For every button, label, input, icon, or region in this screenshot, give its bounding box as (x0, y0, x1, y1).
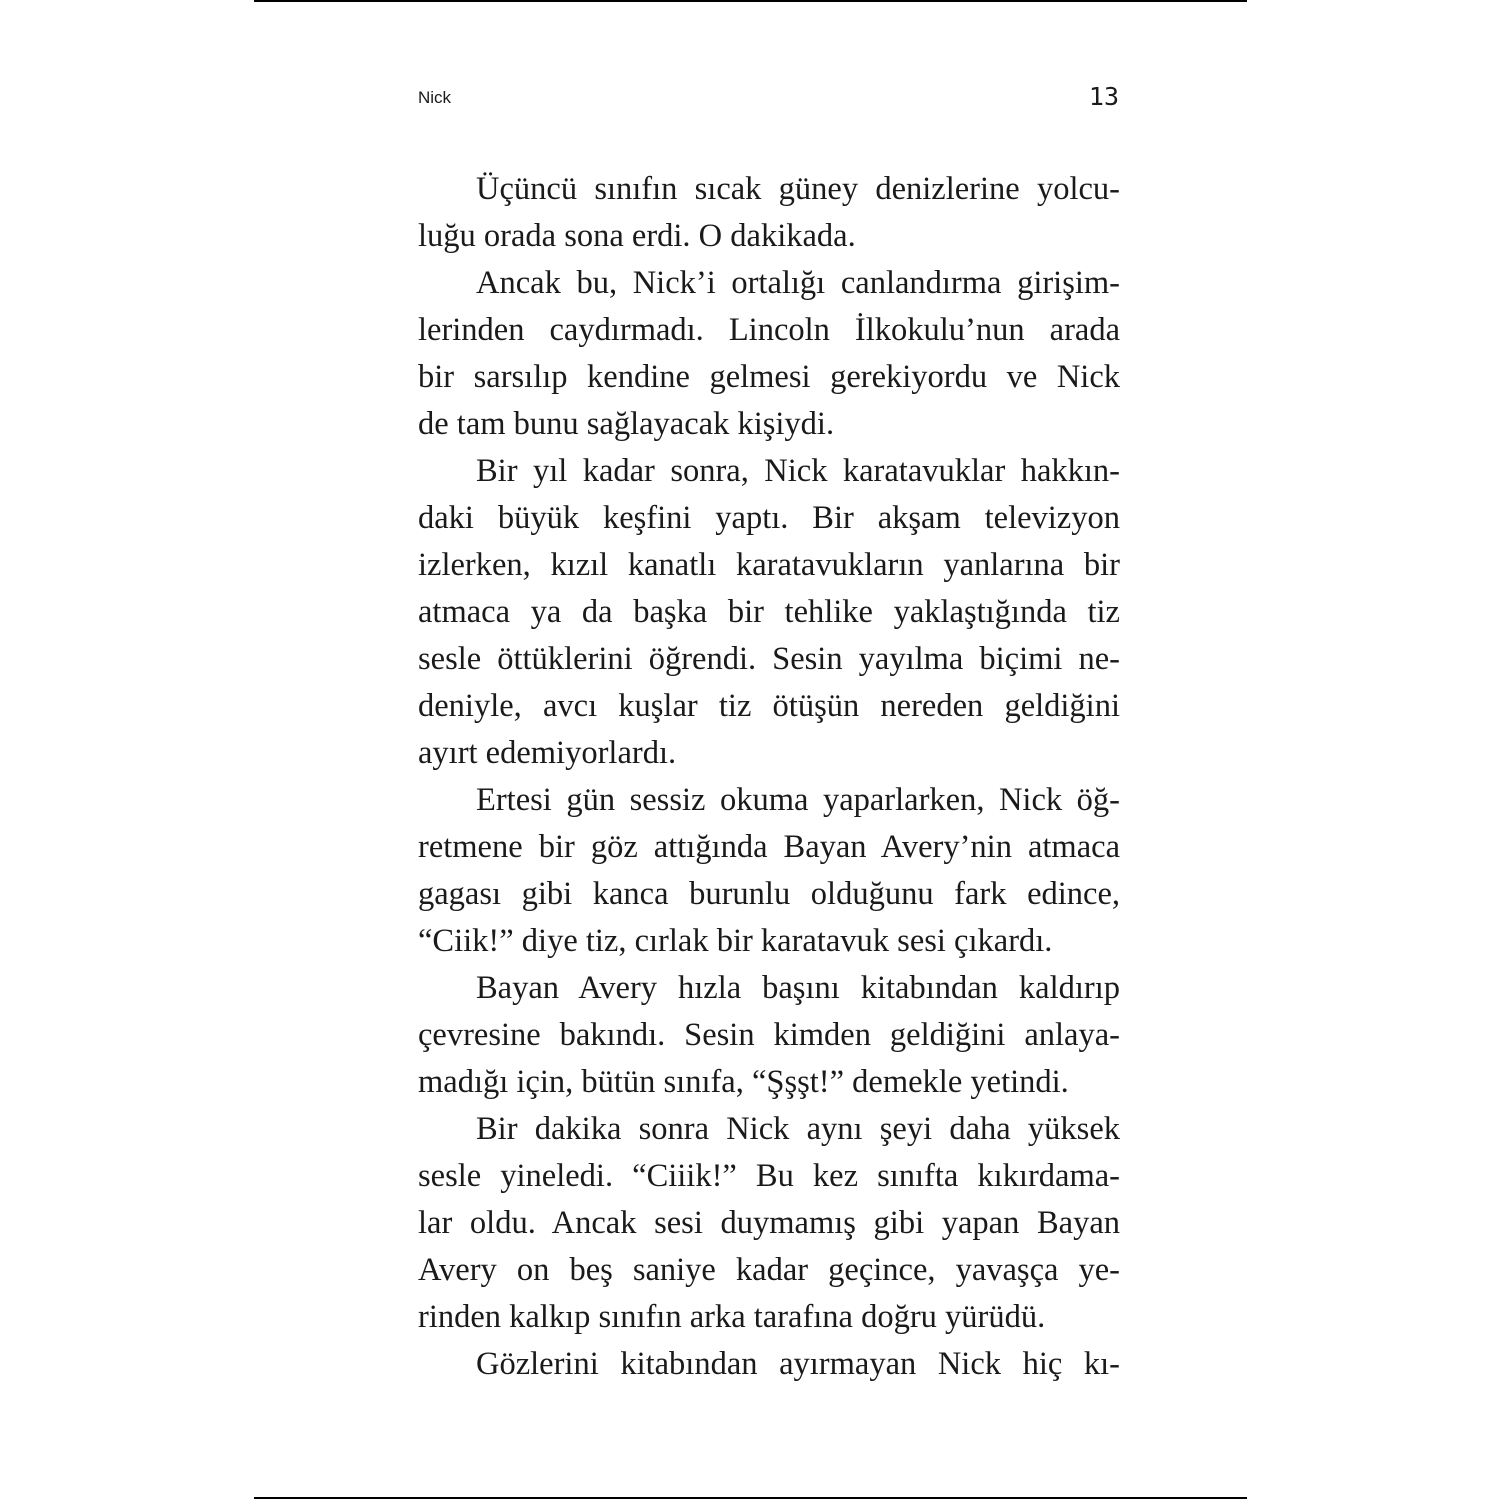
text-line: Üçüncü sınıfın sıcak güney denizlerine yolcu- (476, 171, 1120, 207)
text-line: de tam bunu sağlayacak kişiydi. (418, 406, 835, 442)
text-line: bir sarsılıp kendine gelmesi gerekiyordu ve Nick (418, 359, 1120, 395)
text-line: Gözlerini kitabından ayırmayan Nick hiç kı- (476, 1346, 1120, 1382)
text-line: lerinden caydırmadı. Lincoln İlkokulu’nun arada (418, 312, 1120, 348)
top-rule (254, 0, 1247, 2)
body-text (418, 166, 1120, 1388)
text-line: daki büyük keşfini yaptı. Bir akşam televizyon (418, 500, 1120, 536)
text-line: “Ciik!” diye tiz, cırlak bir karatavuk sesi çıkardı. (418, 923, 1053, 959)
running-head-title: Nick (418, 88, 452, 107)
text-line: Bir yıl kadar sonra, Nick karatavuklar hakkın- (476, 453, 1120, 489)
text-line: sesle öttüklerini öğrendi. Sesin yayılma biçimi ne- (418, 641, 1120, 677)
text-line: atmaca ya da başka bir tehlike yaklaştığında tiz (418, 594, 1120, 630)
text-line: Ancak bu, Nick’i ortalığı canlandırma girişim- (476, 265, 1120, 301)
text-line: lar oldu. Ancak sesi duymamış gibi yapan Bayan (418, 1205, 1120, 1241)
text-line: Bir dakika sonra Nick aynı şeyi daha yüksek (476, 1111, 1120, 1147)
text-line: Avery on beş saniye kadar geçince, yavaşça ye- (418, 1252, 1120, 1288)
text-line: çevresine bakındı. Sesin kimden geldiğini anlaya- (418, 1017, 1120, 1053)
text-line: madığı için, bütün sınıfa, “Şşşt!” demekle yetindi. (418, 1064, 1069, 1100)
text-line: rinden kalkıp sınıfın arka tarafına doğru yürüdü. (418, 1299, 1046, 1335)
bottom-rule (254, 1497, 1247, 1499)
text-line: gagası gibi kanca burunlu olduğunu fark edince, (418, 876, 1120, 912)
text-line: ayırt edemiyorlardı. (418, 735, 677, 771)
text-line: Bayan Avery hızla başını kitabından kaldırıp (476, 970, 1120, 1006)
text-line: izlerken, kızıl kanatlı karatavukların yanlarına bir (418, 547, 1120, 583)
text-line: luğu orada sona erdi. O dakikada. (418, 218, 856, 254)
text-line: sesle yineledi. “Ciiik!” Bu kez sınıfta kıkırdama- (418, 1158, 1120, 1194)
text-line: Ertesi gün sessiz okuma yaparlarken, Nick öğ- (476, 782, 1120, 818)
text-line: deniyle, avcı kuşlar tiz ötüşün nereden geldiğini (418, 688, 1120, 724)
text-line: retmene bir göz attığında Bayan Avery’nin atmaca (418, 829, 1120, 865)
page-number: 13 (1088, 82, 1119, 111)
